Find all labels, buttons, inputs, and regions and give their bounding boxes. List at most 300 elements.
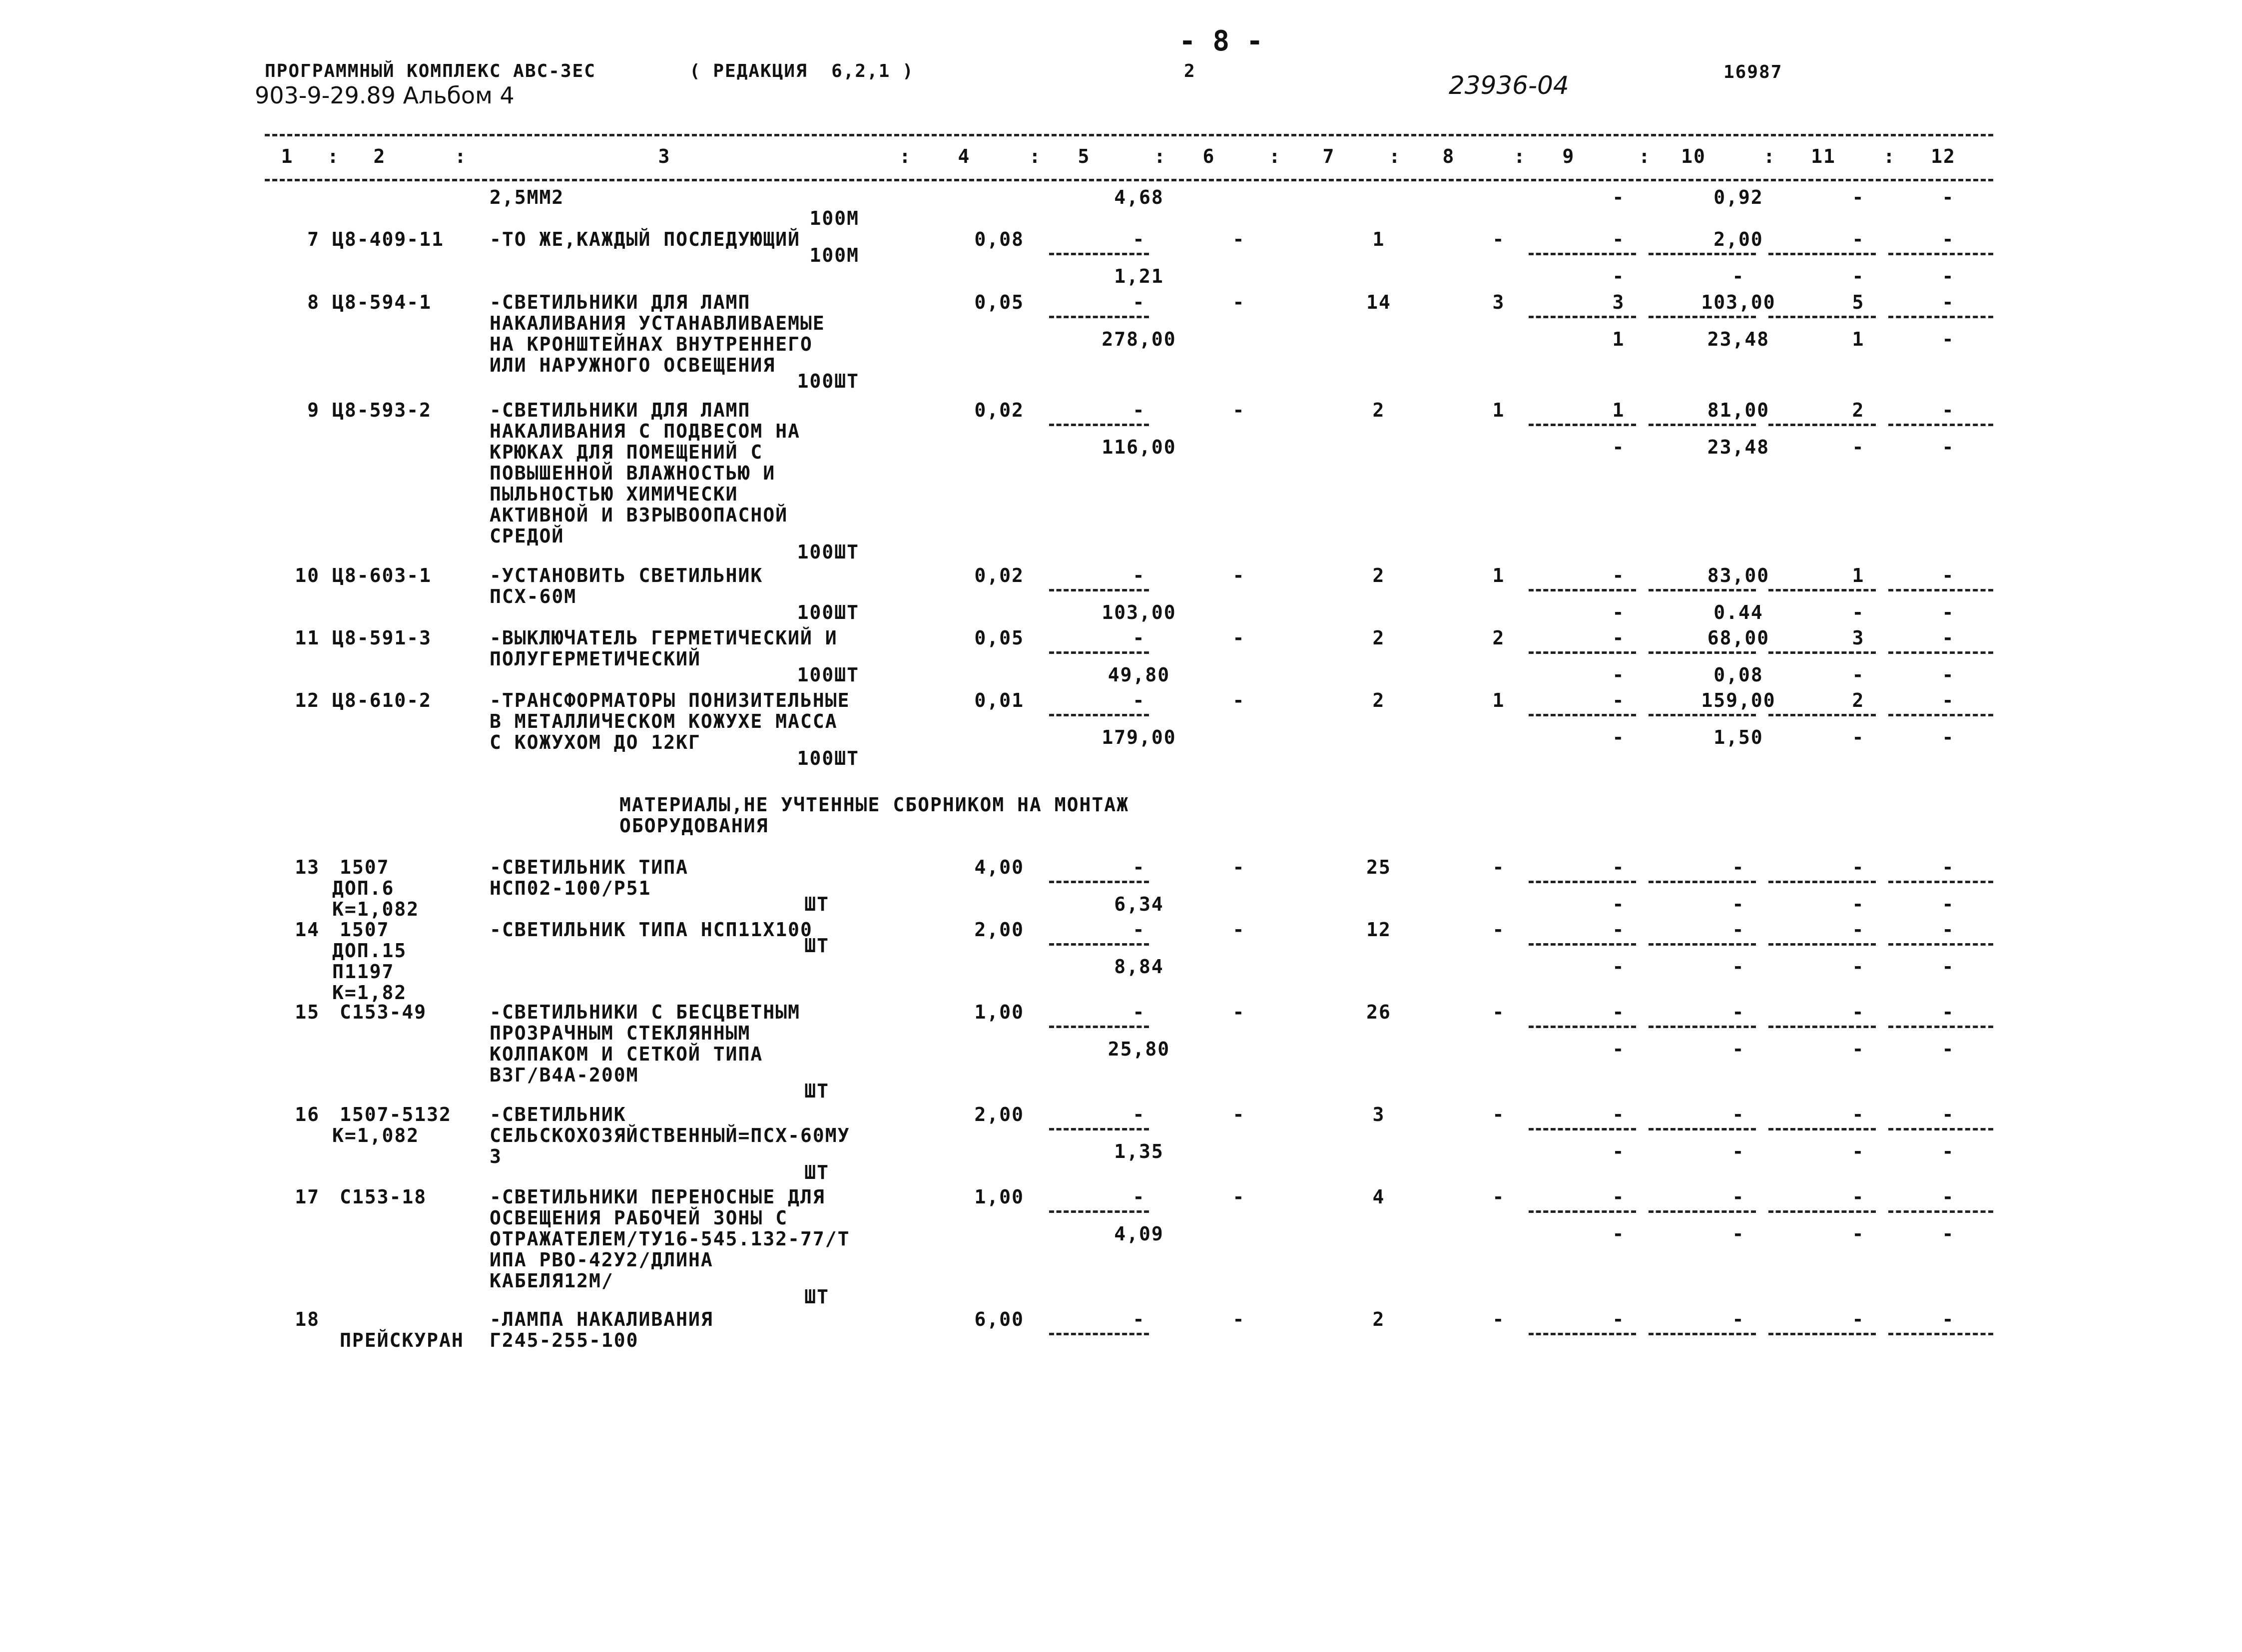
row-description-line: АКТИВНОЙ И ВЗРЫВООПАСНОЙ [490,504,788,526]
column-separator: : [1639,145,1651,167]
col12-rule [1888,1333,1993,1335]
row-code: Ц8-610-2 [332,689,432,711]
row-col5-bottom: 1,21 [1114,265,1164,287]
material-col5-bottom: 1,35 [1114,1140,1164,1162]
material-description-line: -СВЕТИЛЬНИК ТИПА НСП11Х100 [490,919,813,941]
col12-rule [1888,1210,1993,1213]
row-col12-top: - [1942,291,1955,313]
material-c10-top: - [1732,1001,1745,1023]
material-col6: - [1232,1308,1245,1330]
material-description-line: -ЛАМПА НАКАЛИВАНИЯ [490,1308,713,1330]
col5-rule [1049,424,1149,426]
row-col5-bottom: 103,00 [1102,601,1176,623]
row-col5-top: - [1132,689,1145,711]
material-c10-top: - [1732,1103,1745,1125]
material-col5-bottom: 8,84 [1114,956,1164,978]
material-description-line: ОТРАЖАТЕЛЕМ/ТУ16-545.132-77/Т [490,1228,850,1250]
material-c11-top: - [1852,1001,1865,1023]
material-c10-top: - [1732,1308,1745,1330]
column-header-3: 3 [658,145,671,167]
material-col5-top: - [1132,1186,1145,1208]
material-c10-top: - [1732,856,1745,878]
material-c9-top: - [1612,856,1625,878]
row-col7: 2 [1372,399,1385,421]
row-number: 10 [295,564,320,586]
column-header-5: 5 [1078,145,1091,167]
row-col10-bottom: 23,48 [1707,436,1770,458]
row-col9-bottom: 1 [1612,328,1625,350]
row-col7: 14 [1366,291,1391,313]
material-description-line: ИПА РВО-42У2/ДЛИНА [490,1249,713,1271]
material-qty: 1,00 [974,1186,1024,1208]
row-col5-bottom: 179,00 [1102,726,1176,748]
row-col11-bottom: - [1852,664,1865,686]
material-row-number: 13 [295,856,320,878]
material-c9-bottom: - [1612,893,1625,915]
column-header-7: 7 [1322,145,1335,167]
material-description-line: ВЗГ/В4А-200М [490,1064,639,1086]
continuation-unit: 100М [809,207,859,229]
material-col8: - [1492,1001,1505,1023]
row-col10-bottom: 0,08 [1713,664,1763,686]
column-header-8: 8 [1442,145,1455,167]
row-col8: 1 [1492,689,1505,711]
material-c11-bottom: - [1852,893,1865,915]
row-description-line: -ТО ЖЕ,КАЖДЫЙ ПОСЛЕДУЮЩИЙ [490,228,800,250]
col9-rule [1529,1128,1636,1130]
material-col6: - [1232,1103,1245,1125]
column-header-2: 2 [373,145,386,167]
row-col5-top: - [1132,228,1145,250]
material-c10-bottom: - [1732,1223,1745,1245]
material-description-line: КАБЕЛЯ12М/ [490,1270,614,1292]
row-col12-bottom: - [1942,664,1955,686]
page-number: - 8 - [1179,25,1263,57]
material-code-line: ДОП.15 [332,940,407,962]
material-unit: ШТ [804,1286,829,1308]
row-col11-top: 2 [1852,689,1865,711]
col11-rule [1768,316,1876,318]
col11-rule [1768,589,1876,591]
row-col12-bottom: - [1942,265,1955,287]
col10-rule [1649,316,1756,318]
col9-rule [1529,651,1636,654]
material-description-line: СЕЛЬСКОХОЗЯЙСТВЕННЫЙ=ПСХ-60МУ [490,1124,850,1146]
row-col6: - [1232,689,1245,711]
material-description-line: 3 [490,1145,502,1167]
edition: ( РЕДАКЦИЯ 6,2,1 ) [689,61,914,81]
continuation-col10: 0,92 [1713,186,1763,208]
row-col5-bottom: 49,80 [1108,664,1170,686]
row-col10-bottom: - [1732,265,1745,287]
col12-rule [1888,1128,1993,1130]
material-col8: - [1492,1308,1505,1330]
material-code-line: 1507 [340,856,390,878]
column-separator: : [899,145,912,167]
row-description-line: НА КРОНШТЕЙНАХ ВНУТРЕННЕГО [490,333,813,355]
material-c11-bottom: - [1852,1140,1865,1162]
material-row-number: 14 [295,919,320,941]
row-col9-top: - [1612,627,1625,649]
row-col8: 3 [1492,291,1505,313]
column-separator: : [1514,145,1526,167]
material-c12-bottom: - [1942,1038,1955,1060]
continuation-col12: - [1942,186,1955,208]
row-col8: - [1492,228,1505,250]
material-code-line: С153-18 [340,1186,427,1208]
row-unit: 100ШТ [797,370,859,392]
col12-rule [1888,316,1993,318]
material-col8: - [1492,1186,1505,1208]
continuation-text: 2,5ММ2 [490,186,564,208]
col12-rule [1888,714,1993,716]
doc-number: 23936-04 [1449,71,1569,100]
material-col5-bottom: 6,34 [1114,893,1164,915]
material-c10-bottom: - [1732,893,1745,915]
material-col5-bottom: 4,09 [1114,1223,1164,1245]
row-col10-top: 81,00 [1707,399,1770,421]
material-row-number: 17 [295,1186,320,1208]
row-col5-top: - [1132,627,1145,649]
col12-rule [1888,881,1993,883]
row-col10-top: 159,00 [1701,689,1776,711]
material-c9-top: - [1612,1186,1625,1208]
column-header-4: 4 [958,145,971,167]
doc-code: 16987 [1723,62,1783,82]
row-col5-top: - [1132,399,1145,421]
col12-rule [1888,424,1993,426]
row-col11-bottom: - [1852,601,1865,623]
material-description-line: ОСВЕЩЕНИЯ РАБОЧЕЙ ЗОНЫ С [490,1207,788,1229]
row-col8: 1 [1492,564,1505,586]
col10-rule [1649,1026,1756,1028]
material-c10-top: - [1732,919,1745,941]
row-unit: 100М [809,244,859,266]
material-col8: - [1492,856,1505,878]
col9-rule [1529,253,1636,255]
material-c11-top: - [1852,1186,1865,1208]
row-col10-top: 83,00 [1707,564,1770,586]
section-title-line: МАТЕРИАЛЫ,НЕ УЧТЕННЫЕ СБОРНИКОМ НА МОНТАЖ [619,794,1129,816]
material-code-line: К=1,82 [332,982,407,1004]
row-description-line: ПЫЛЬНОСТЬЮ ХИМИЧЕСКИ [490,483,738,505]
row-col5-top: - [1132,564,1145,586]
material-code-line: К=1,082 [332,1124,420,1146]
material-code-line: ПРЕЙСКУРАН [340,1329,464,1351]
row-col6: - [1232,399,1245,421]
col10-rule [1649,651,1756,654]
col11-rule [1768,881,1876,883]
material-c11-top: - [1852,856,1865,878]
row-code: Ц8-594-1 [332,291,432,313]
col5-rule [1049,651,1149,654]
row-col10-bottom: 0.44 [1713,601,1763,623]
material-qty: 2,00 [974,919,1024,941]
row-col6: - [1232,291,1245,313]
row-number: 9 [307,399,320,421]
col11-rule [1768,424,1876,426]
col10-rule [1649,1333,1756,1335]
col5-rule [1049,1333,1149,1335]
row-col9-top: 3 [1612,291,1625,313]
row-code: Ц8-593-2 [332,399,432,421]
row-unit: 100ШТ [797,541,859,563]
row-col10-bottom: 1,50 [1713,726,1763,748]
material-col6: - [1232,1186,1245,1208]
column-header-12: 12 [1931,145,1956,167]
row-description-line: ПОВЫШЕННОЙ ВЛАЖНОСТЬЮ И [490,462,776,484]
col11-rule [1768,943,1876,946]
col11-rule [1768,1333,1876,1335]
col9-rule [1529,589,1636,591]
material-c12-top: - [1942,919,1955,941]
row-description-line: -СВЕТИЛЬНИКИ ДЛЯ ЛАМП [490,399,751,421]
row-qty: 0,02 [974,564,1024,586]
row-col10-bottom: 23,48 [1707,328,1770,350]
column-header-9: 9 [1562,145,1575,167]
material-qty: 1,00 [974,1001,1024,1023]
row-col12-bottom: - [1942,726,1955,748]
row-col12-bottom: - [1942,601,1955,623]
column-header-10: 10 [1681,145,1706,167]
col11-rule [1768,714,1876,716]
material-qty: 4,00 [974,856,1024,878]
row-description-line: НАКАЛИВАНИЯ С ПОДВЕСОМ НА [490,420,800,442]
material-c11-bottom: - [1852,1038,1865,1060]
material-col7: 12 [1366,919,1391,941]
row-col12-bottom: - [1942,328,1955,350]
row-col5-top: - [1132,291,1145,313]
column-separator: : [455,145,467,167]
row-col8: 2 [1492,627,1505,649]
row-col6: - [1232,627,1245,649]
col10-rule [1649,1210,1756,1213]
col10-rule [1649,1128,1756,1130]
column-header-1: 1 [281,145,294,167]
col11-rule [1768,1210,1876,1213]
material-unit: ШТ [804,893,829,915]
col5-rule [1049,253,1149,255]
material-qty: 6,00 [974,1308,1024,1330]
material-c12-bottom: - [1942,1140,1955,1162]
row-col11-top: 5 [1852,291,1865,313]
row-code: Ц8-409-11 [332,228,444,250]
row-col12-top: - [1942,399,1955,421]
row-description-line: -ТРАНСФОРМАТОРЫ ПОНИЗИТЕЛЬНЫЕ [490,689,850,711]
row-qty: 0,01 [974,689,1024,711]
column-header-11: 11 [1811,145,1836,167]
row-col11-bottom: 1 [1852,328,1865,350]
material-code-line: С153-49 [340,1001,427,1023]
material-c12-top: - [1942,856,1955,878]
material-description-line: -СВЕТИЛЬНИК ТИПА [490,856,689,878]
program-title: ПРОГРАММНЫЙ КОМПЛЕКС АВС-ЗЕС [265,61,596,81]
material-code-line: ДОП.6 [332,877,395,899]
material-c11-bottom: - [1852,1223,1865,1245]
col11-rule [1768,651,1876,654]
row-col10-top: 68,00 [1707,627,1770,649]
row-col9-top: - [1612,564,1625,586]
col11-rule [1768,253,1876,255]
material-c12-top: - [1942,1001,1955,1023]
row-col11-top: - [1852,228,1865,250]
continuation-col5: 4,68 [1114,186,1164,208]
col10-rule [1649,881,1756,883]
material-description-line: ПРОЗРАЧНЫМ СТЕКЛЯННЫМ [490,1022,751,1044]
material-row-number: 15 [295,1001,320,1023]
row-col11-bottom: - [1852,265,1865,287]
column-separator: : [1763,145,1776,167]
col5-rule [1049,943,1149,946]
row-col7: 2 [1372,627,1385,649]
col9-rule [1529,943,1636,946]
row-col9-top: - [1612,689,1625,711]
column-separator: : [1269,145,1281,167]
row-col9-bottom: - [1612,265,1625,287]
material-c9-top: - [1612,919,1625,941]
section-title-line: ОБОРУДОВАНИЯ [619,815,769,837]
material-c9-bottom: - [1612,1140,1625,1162]
material-unit: ШТ [804,1161,829,1183]
row-description-line: ПОЛУГЕРМЕТИЧЕСКИЙ [490,648,701,670]
row-col6: - [1232,564,1245,586]
row-code: Ц8-591-3 [332,627,432,649]
col9-rule [1529,424,1636,426]
col12-rule [1888,943,1993,946]
material-col7: 2 [1372,1308,1385,1330]
material-c10-bottom: - [1732,1038,1745,1060]
col12-rule [1888,253,1993,255]
row-description-line: С КОЖУХОМ ДО 12КГ [490,731,701,753]
row-col12-top: - [1942,564,1955,586]
material-col6: - [1232,919,1245,941]
material-col8: - [1492,919,1505,941]
row-col9-top: - [1612,228,1625,250]
material-qty: 2,00 [974,1103,1024,1125]
col5-rule [1049,1210,1149,1213]
material-c12-bottom: - [1942,893,1955,915]
material-col7: 4 [1372,1186,1385,1208]
row-col12-top: - [1942,627,1955,649]
material-c9-top: - [1612,1308,1625,1330]
col5-rule [1049,881,1149,883]
row-col11-top: 2 [1852,399,1865,421]
row-number: 8 [307,291,320,313]
material-c10-bottom: - [1732,1140,1745,1162]
col9-rule [1529,1026,1636,1028]
material-unit: ШТ [804,1080,829,1102]
material-c12-top: - [1942,1103,1955,1125]
material-code-line: К=1,082 [332,898,420,920]
row-col7: 2 [1372,564,1385,586]
material-description-line: КОЛПАКОМ И СЕТКОЙ ТИПА [490,1043,763,1065]
col12-rule [1888,651,1993,654]
row-description-line: -УСТАНОВИТЬ СВЕТИЛЬНИК [490,564,763,586]
material-col7: 3 [1372,1103,1385,1125]
row-col11-top: 1 [1852,564,1865,586]
material-description-line: Г245-255-100 [490,1329,639,1351]
material-col5-bottom: 25,80 [1108,1038,1170,1060]
material-col7: 26 [1366,1001,1391,1023]
material-c11-top: - [1852,1308,1865,1330]
material-code-line: П1197 [332,961,395,983]
row-col12-top: - [1942,689,1955,711]
col5-rule [1049,714,1149,716]
material-c12-top: - [1942,1186,1955,1208]
row-col7: 1 [1372,228,1385,250]
material-row-number: 16 [295,1103,320,1125]
row-col9-bottom: - [1612,726,1625,748]
row-col11-bottom: - [1852,436,1865,458]
row-col5-bottom: 278,00 [1102,328,1176,350]
row-col8: 1 [1492,399,1505,421]
column-header-6: 6 [1202,145,1215,167]
column-separator: : [1883,145,1896,167]
header-rule-top [265,134,1993,136]
row-col10-top: 103,00 [1701,291,1776,313]
continuation-col9: - [1612,186,1625,208]
row-number: 12 [295,689,320,711]
col9-rule [1529,881,1636,883]
row-description-line: ПСХ-60М [490,585,577,607]
material-c10-top: - [1732,1186,1745,1208]
col9-rule [1529,714,1636,716]
material-description-line: -СВЕТИЛЬНИКИ С БЕСЦВЕТНЫМ [490,1001,800,1023]
material-code-line: 1507 [340,919,390,941]
material-col6: - [1232,856,1245,878]
material-col5-top: - [1132,1001,1145,1023]
col10-rule [1649,424,1756,426]
material-c9-bottom: - [1612,956,1625,978]
row-col11-top: 3 [1852,627,1865,649]
col10-rule [1649,714,1756,716]
row-number: 11 [295,627,320,649]
material-description-line: -СВЕТИЛЬНИКИ ПЕРЕНОСНЫЕ ДЛЯ [490,1186,825,1208]
material-c11-top: - [1852,1103,1865,1125]
row-description-line: -СВЕТИЛЬНИКИ ДЛЯ ЛАМП [490,291,751,313]
material-c12-bottom: - [1942,1223,1955,1245]
col5-rule [1049,1026,1149,1028]
material-description-line: НСП02-100/Р51 [490,877,651,899]
material-unit: ШТ [804,935,829,957]
row-unit: 100ШТ [797,747,859,769]
row-number: 7 [307,228,320,250]
col10-rule [1649,943,1756,946]
row-col7: 2 [1372,689,1385,711]
row-qty: 0,05 [974,291,1024,313]
row-description-line: -ВЫКЛЮЧАТЕЛЬ ГЕРМЕТИЧЕСКИЙ И [490,627,838,649]
material-col5-top: - [1132,856,1145,878]
material-c11-top: - [1852,919,1865,941]
material-c11-bottom: - [1852,956,1865,978]
material-code-line: 1507-5132 [340,1103,452,1125]
row-description-line: В МЕТАЛЛИЧЕСКОМ КОЖУХЕ МАССА [490,710,838,732]
row-col9-bottom: - [1612,601,1625,623]
column-separator: : [1029,145,1042,167]
album: 903-9-29.89 Альбом 4 [255,82,515,109]
col5-rule [1049,589,1149,591]
row-qty: 0,08 [974,228,1024,250]
col5-rule [1049,316,1149,318]
material-col7: 25 [1366,856,1391,878]
row-col10-top: 2,00 [1713,228,1763,250]
row-col5-bottom: 116,00 [1102,436,1176,458]
row-qty: 0,05 [974,627,1024,649]
header-rule-bottom [265,179,1993,181]
material-col8: - [1492,1103,1505,1125]
row-col11-bottom: - [1852,726,1865,748]
material-c12-bottom: - [1942,956,1955,978]
